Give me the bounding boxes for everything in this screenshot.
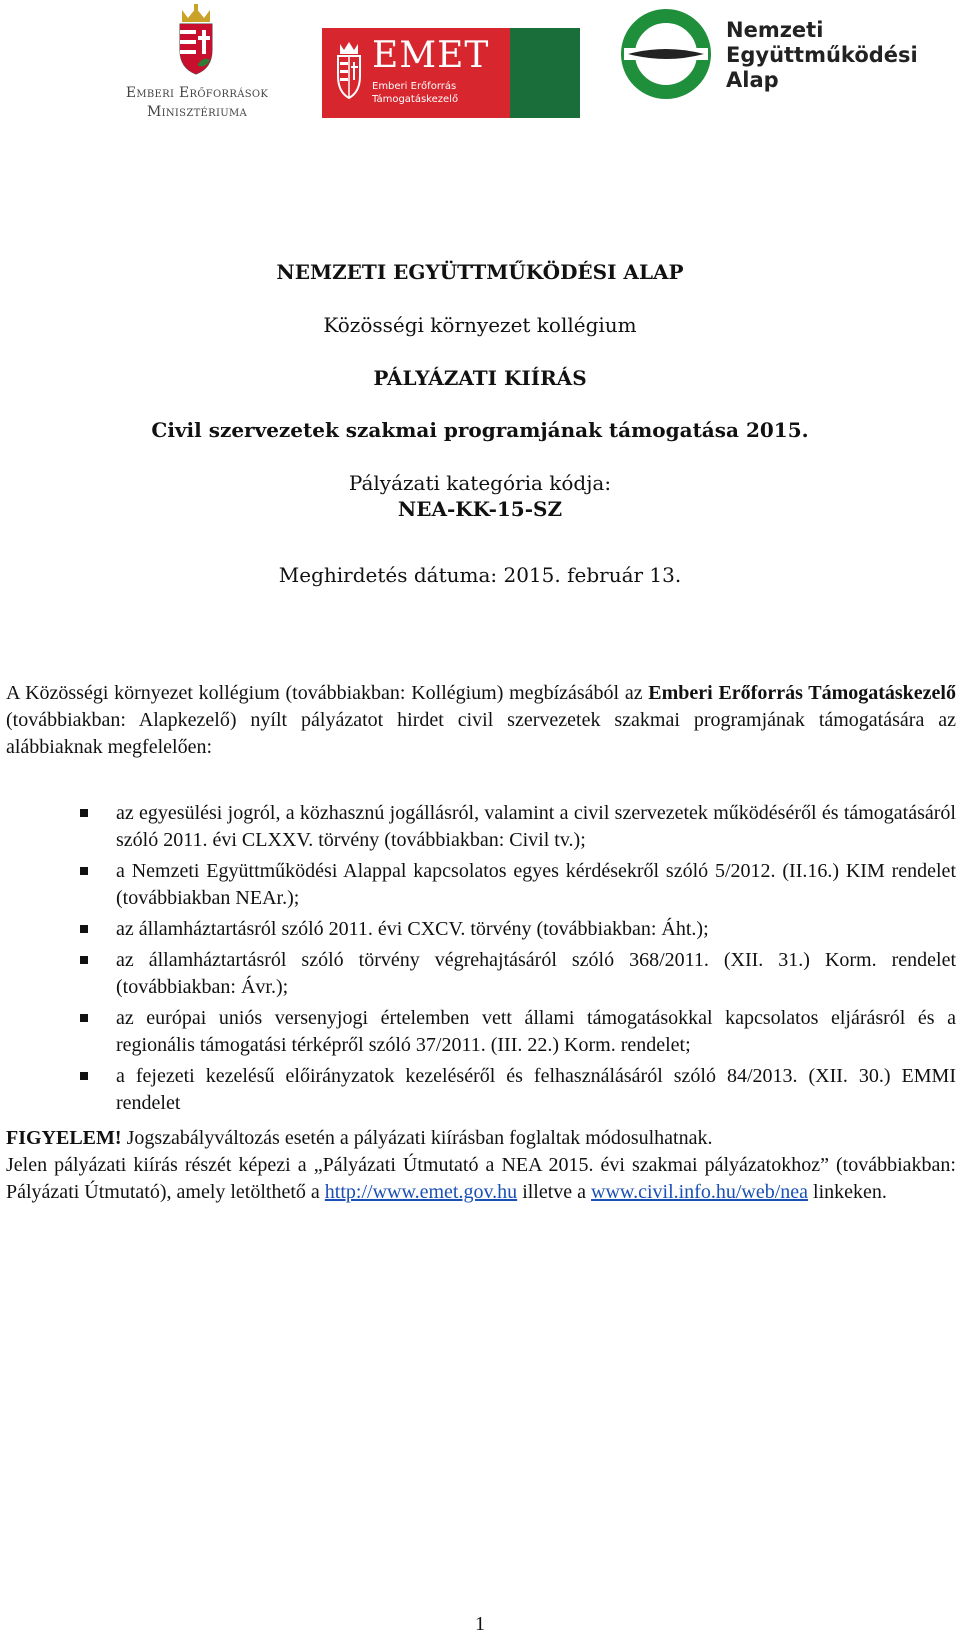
intro-text-2: (továbbiakban: Alapkezelő) nyílt pályázatot hirdet civil szervezetek szakmai programjának támogatására az alábbiaknak megfelelően: [6, 709, 956, 758]
intro-bold-org: Emberi Erőforrás Támogatáskezelő [648, 682, 956, 704]
emet-link[interactable]: http://www.emet.gov.hu [324, 1181, 518, 1203]
guide-end: linkeken. [808, 1181, 887, 1203]
emet-crest-icon [334, 40, 364, 100]
nea-line3: Alap [726, 68, 779, 92]
law-item: az államháztartásról szóló törvény végrehajtásáról szóló 368/2011. (XII. 31.) Korm. rendelet (továbbiakban: Ávr.); [6, 947, 956, 1001]
square-bullet-icon [80, 1072, 88, 1080]
guide-between: illetve a [517, 1181, 592, 1203]
doc-type: PÁLYÁZATI KIÍRÁS [373, 366, 587, 390]
nea-line1: Nemzeti [726, 18, 824, 42]
square-bullet-icon [80, 809, 88, 817]
law-item: a fejezeti kezelésű előirányzatok kezeléséről és felhasználásáról szóló 84/2013. (XII. 30.) EMMI rendelet [6, 1063, 956, 1117]
emet-logo [322, 28, 580, 118]
law-item: az európai uniós versenyjogi értelemben vett állami támogatásokkal kapcsolatos eljárásról és a regionális támogatási térképről szóló 37/2011. (III. 22.) Korm. rendelet; [6, 1005, 956, 1059]
hungarian-crest-icon [174, 4, 218, 76]
intro-text-1: A Közösségi környezet kollégium (továbbiakban: Kollégium) megbízásából az [6, 682, 649, 704]
category-code: NEA-KK-15-SZ [397, 497, 563, 521]
intro-block [6, 680, 956, 761]
square-bullet-icon [80, 1014, 88, 1022]
square-bullet-icon [80, 925, 88, 933]
logo-bar [0, 0, 960, 130]
law-list [6, 800, 956, 1117]
org-title: NEMZETI EGYÜTTMŰKÖDÉSI ALAP [276, 260, 684, 284]
civil-info-link[interactable]: www.civil.info.hu/web/nea [591, 1181, 809, 1203]
college-name: Közösségi környezet kollégium [323, 313, 637, 337]
law-item: az államháztartásról szóló 2011. évi CXCV. törvény (továbbiakban: Áht.); [6, 916, 956, 943]
emet-green-panel [510, 28, 580, 118]
emmi-line1: Emberi Erőforrások [125, 85, 269, 101]
law-list-block [6, 800, 956, 1121]
square-bullet-icon [80, 867, 88, 875]
law-item: az egyesülési jogról, a közhasznú jogállásról, valamint a civil szervezetek működéséről és támogatásáról szóló 2011. évi CLXXV. törvény (továbbiakban: Civil tv.); [6, 800, 956, 854]
nea-line2: Együttműködési [726, 43, 918, 67]
announce-date: Meghirdetés dátuma: 2015. február 13. [278, 563, 682, 587]
notice-block [6, 1125, 956, 1206]
square-bullet-icon [80, 956, 88, 964]
emmi-logo [112, 4, 282, 122]
emet-title: EMET [372, 35, 490, 76]
emmi-line2: Minisztériuma [146, 104, 248, 120]
category-label: Pályázati kategória kódja: [348, 471, 612, 495]
page-number: 1 [475, 1613, 485, 1635]
law-item: a Nemzeti Együttműködési Alappal kapcsolatos egyes kérdésekről szóló 5/2012. (II.16.) KIM rendelet (továbbiakban NEAr.); [6, 858, 956, 912]
program-title: Civil szervezetek szakmai programjának támogatása 2015. [151, 418, 809, 442]
guide-text: Jelen pályázati kiírás részét képezi a „Pályázati Útmutató a NEA 2015. évi szakmai pályázatokhoz” (továbbiakban: Pályázati Útmutató), amely letölthető a [6, 1154, 956, 1203]
warning-label: FIGYELEM! [6, 1127, 122, 1149]
warning-text: Jogszabályváltozás esetén a pályázati kiírásban foglaltak módosulhatnak. [121, 1127, 713, 1149]
intro-paragraph [6, 680, 956, 761]
guide-paragraph [6, 1152, 956, 1206]
emet-sub1: Emberi Erőforrás [372, 81, 457, 92]
nea-ring-icon [620, 8, 712, 100]
emet-sub2: Támogatáskezelő [372, 94, 459, 105]
nea-logo [620, 8, 940, 108]
warning-line [6, 1125, 956, 1152]
